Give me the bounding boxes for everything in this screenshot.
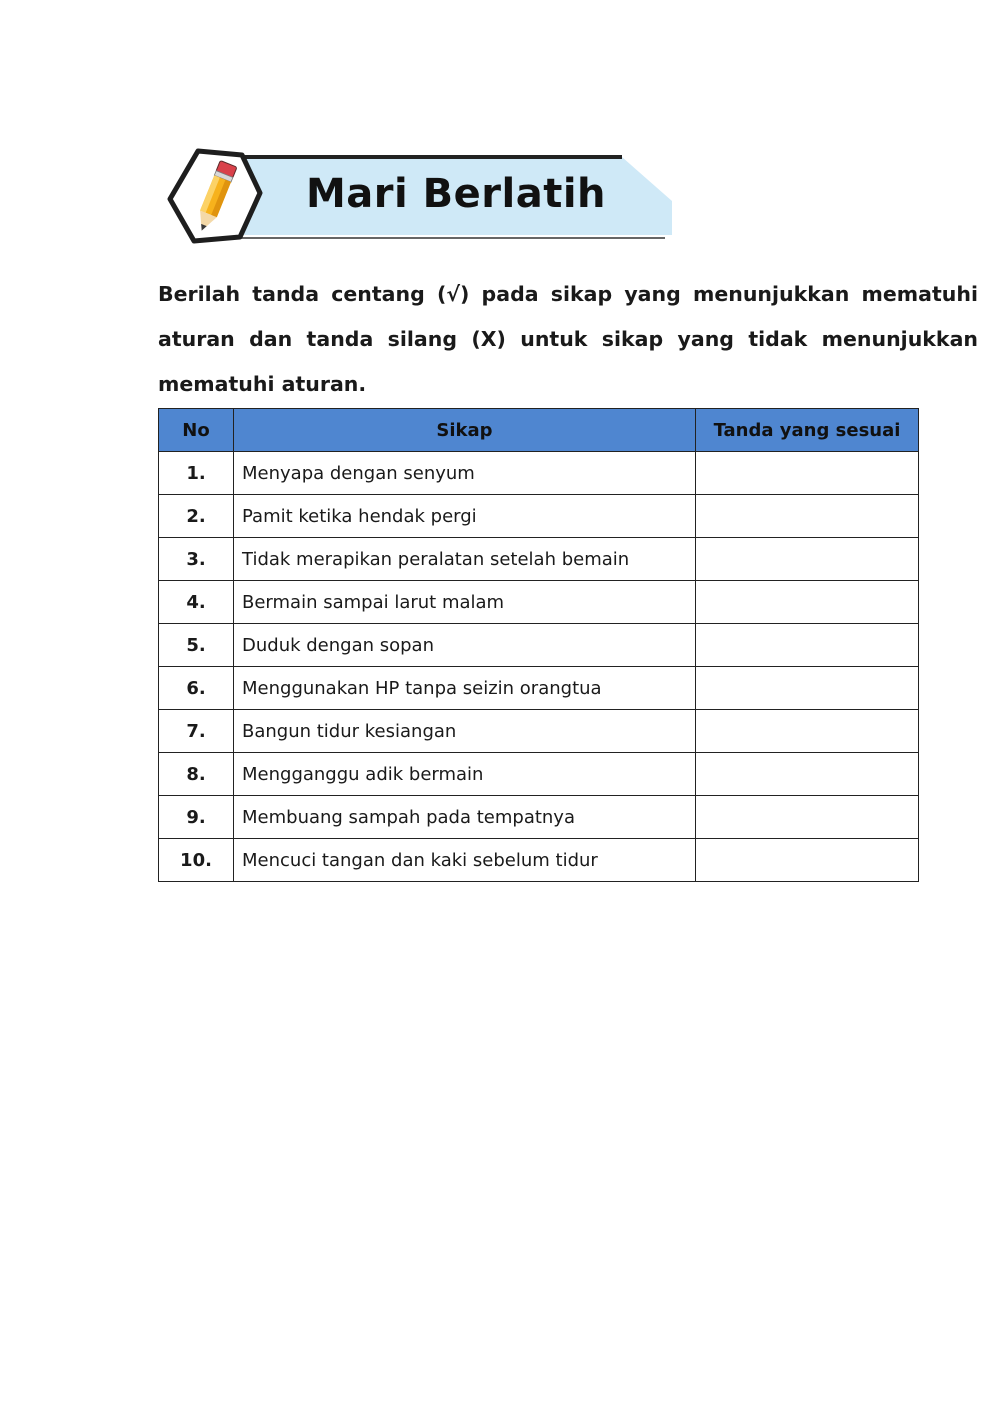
answer-cell[interactable] bbox=[696, 839, 919, 882]
row-sikap: Menyapa dengan senyum bbox=[234, 452, 696, 495]
table-row bbox=[159, 624, 919, 667]
row-sikap: Menggunakan HP tanpa seizin orangtua bbox=[234, 667, 696, 710]
pencil-icon bbox=[160, 143, 270, 253]
column-header-sikap: Sikap bbox=[234, 409, 696, 452]
answer-cell[interactable] bbox=[696, 753, 919, 796]
answer-cell[interactable] bbox=[696, 495, 919, 538]
row-number: 10. bbox=[159, 839, 234, 882]
answer-cell[interactable] bbox=[696, 581, 919, 624]
row-number: 6. bbox=[159, 667, 234, 710]
answer-cell[interactable] bbox=[696, 796, 919, 839]
page-title: Mari Berlatih bbox=[306, 171, 607, 217]
table-row bbox=[159, 667, 919, 710]
answer-cell[interactable] bbox=[696, 538, 919, 581]
row-number: 5. bbox=[159, 624, 234, 667]
row-sikap: Mencuci tangan dan kaki sebelum tidur bbox=[234, 839, 696, 882]
table-row bbox=[159, 581, 919, 624]
table-row bbox=[159, 452, 919, 495]
column-header-tanda: Tanda yang sesuai bbox=[696, 409, 919, 452]
row-sikap: Mengganggu adik bermain bbox=[234, 753, 696, 796]
row-number: 8. bbox=[159, 753, 234, 796]
answer-cell[interactable] bbox=[696, 667, 919, 710]
table-row bbox=[159, 753, 919, 796]
answer-cell[interactable] bbox=[696, 624, 919, 667]
table-row bbox=[159, 710, 919, 753]
sikap-table bbox=[158, 408, 919, 882]
row-number: 7. bbox=[159, 710, 234, 753]
row-number: 3. bbox=[159, 538, 234, 581]
title-banner bbox=[160, 143, 680, 253]
row-number: 9. bbox=[159, 796, 234, 839]
row-sikap: Duduk dengan sopan bbox=[234, 624, 696, 667]
answer-cell[interactable] bbox=[696, 452, 919, 495]
row-number: 2. bbox=[159, 495, 234, 538]
row-sikap: Membuang sampah pada tempatnya bbox=[234, 796, 696, 839]
table-header-row bbox=[159, 409, 919, 452]
row-number: 1. bbox=[159, 452, 234, 495]
row-sikap: Bangun tidur kesiangan bbox=[234, 710, 696, 753]
table-row bbox=[159, 538, 919, 581]
row-number: 4. bbox=[159, 581, 234, 624]
row-sikap: Tidak merapikan peralatan setelah bemain bbox=[234, 538, 696, 581]
column-header-no: No bbox=[159, 409, 234, 452]
table-row bbox=[159, 839, 919, 882]
row-sikap: Pamit ketika hendak pergi bbox=[234, 495, 696, 538]
table-row bbox=[159, 495, 919, 538]
table-row bbox=[159, 796, 919, 839]
instruction-text: Berilah tanda centang (√) pada sikap yang menunjukkan mematuhi aturan dan tanda silang (X) untuk sikap yang tidak menunjukkan mematuhi aturan. bbox=[158, 282, 978, 396]
answer-cell[interactable] bbox=[696, 710, 919, 753]
row-sikap: Bermain sampai larut malam bbox=[234, 581, 696, 624]
